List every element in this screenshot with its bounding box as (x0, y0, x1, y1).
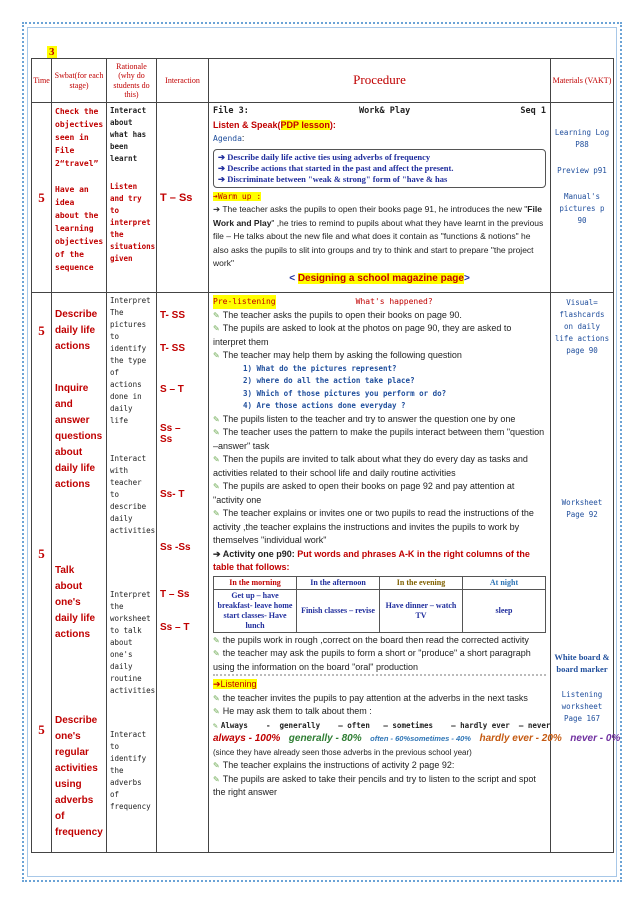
time-of-day-table (213, 576, 546, 633)
material-item: Listening worksheet Page 167 (561, 690, 603, 723)
material-item: Learning Log P88 (554, 128, 610, 149)
bullet-icon: ✎ (213, 635, 220, 645)
freq-label: never - 0% (570, 733, 621, 744)
pdp-lesson-badge: PDP lesson (280, 119, 330, 130)
whats-happened-label: What's happened? (355, 297, 433, 306)
interaction-item: T- SS (160, 310, 186, 321)
rationale-item: Interact to identify the adverbs of frequency (110, 730, 151, 811)
row-warmup (32, 103, 614, 293)
frequency-scale (213, 732, 621, 746)
procedure-cell: File 3: Work& Play Seq 1 Listen & Speak(PDP lesson): Agenda: ➔ Describe daily life active ties using adverbs of frequency ➔ Describe actions that started in the past and affect the present. ➔ Discriminate between "weak & strong" form of "have & has ➔Warm up : ➔ The teacher asks the pupils to open their books page 91, he introduces the new "File Work and Play" ,he tries to remind to pupils about what they have learnt in the previous file – He talks about the new file and what does it contain as "functions & notions" he also asks the pupils to slit into groups and try to think and start to prepare "the project work" < Designing a school magazine page> (209, 103, 551, 293)
table-header: In the afternoon (297, 576, 380, 589)
row-main (32, 293, 614, 853)
lesson-plan-table (31, 58, 621, 853)
interaction-item: Ss – T (160, 622, 190, 633)
bullet-icon: ✎ (213, 310, 220, 320)
rationale-item: Interpret the worksheet to talk about one's daily routine activities (110, 590, 156, 695)
header-swbat: Swbat(for each stage) (52, 59, 107, 103)
objective-item: Describe daily life actions (55, 309, 98, 352)
interaction-item: T- SS (160, 343, 186, 354)
procedure-step: ✎ the teacher may ask the pupils to form a short or "produce" a short paragraph using the information on the board "oral" production (213, 647, 546, 676)
bullet-icon: ✎ (213, 720, 218, 730)
bullet-icon: ✎ (213, 761, 220, 770)
procedure-step: ✎ The teacher explains or invites one or two pupils to read the instructions of the activity ,the teacher explains the instructions and invites the pupils to work by themselves "individual work" (213, 508, 534, 545)
bullet-icon: ✎ (213, 774, 220, 784)
table-header: In the morning (214, 576, 297, 589)
agenda-item: ➔ Discriminate between "weak & strong" form of "have & has (218, 173, 448, 184)
adverbs-line: ✎ Always - generally – often – sometimes – hardly ever – never (213, 720, 551, 730)
interaction-item: Ss -Ss (160, 542, 191, 553)
objective-item: Talk about one's daily life actions (55, 565, 96, 640)
time-value: 5 (38, 323, 45, 338)
warmup-label: ➔Warm up : (213, 191, 262, 201)
materials-cell (551, 293, 614, 853)
agenda-item: ➔ Describe actions that started in the past and affect the present. (218, 162, 454, 173)
material-item: Worksheet Page 92 (561, 498, 603, 519)
bullet-icon: ✎ (213, 414, 220, 424)
freq-label: hardly ever - 20% (479, 733, 562, 744)
objective-cell (52, 293, 107, 853)
rationale-item: Interpret The pictures to identify the type of actions done in daily life (110, 296, 151, 425)
table-cell: Get up – have breakfast- leave home start classes- Have lunch (214, 589, 297, 632)
time-value: 5 (38, 546, 45, 561)
time-cell: 5 (32, 103, 52, 293)
bullet-icon: ✎ (213, 351, 220, 360)
procedure-step: ✎ Then the pupils are invited to talk about what they do every day as tasks and activities related to their school life and daily routine activities (213, 454, 528, 478)
prelistening-label: Pre-listening (213, 295, 276, 309)
header-interaction: Interaction (157, 59, 209, 103)
agenda-box (213, 149, 546, 188)
interaction-item: S – T (160, 384, 184, 395)
header-materials: Materials (VAKT) (551, 59, 614, 103)
bullet-icon: ✎ (213, 693, 220, 703)
materials-cell (551, 103, 614, 293)
agenda-item: ➔ Describe daily life active ties using adverbs of frequency (218, 151, 431, 162)
question-item: 3) Which of those pictures you perform or do? (243, 388, 447, 398)
interaction-item: Ss – Ss (160, 423, 181, 445)
rationale-text: Interact about what has been learnt (110, 106, 147, 163)
procedure-step: ✎ The teacher may help them by asking the following question (213, 350, 462, 360)
material-item: Visual= flashcards on daily life actions page 90 (554, 298, 610, 355)
file-label: File 3: (213, 106, 249, 116)
since-note: (since they have already seen those adverbs in the previous school year) (213, 747, 472, 757)
procedure-step: ✎ The pupils are asked to open their books on page 92 and pay attention at "activity one (213, 481, 515, 505)
procedure-step: ✎ The pupils are asked to take their pencils and try to listen to the script and spot the right answer (213, 773, 536, 797)
bullet-icon: ✎ (213, 482, 220, 491)
lesson-type: Listen & Speak(PDP lesson): (213, 119, 336, 130)
bullet-icon: ✎ (213, 455, 220, 464)
time-value: 5 (38, 722, 45, 737)
procedure-step: ✎ the teacher invites the pupils to pay attention at the adverbs in the next tasks (213, 692, 528, 703)
question-item: 2) where do all the action take place? (243, 376, 415, 385)
interaction-item: T – Ss (160, 589, 190, 600)
procedure-step: ✎ The teacher explains the instructions of activity 2 page 92: (213, 760, 455, 770)
bullet-icon: ✎ (213, 649, 220, 658)
table-cell: Finish classes – revise (297, 589, 380, 632)
interaction-cell (157, 293, 209, 853)
bullet-icon: ✎ (213, 428, 220, 437)
interaction-cell: T – Ss (157, 103, 209, 293)
bullet-icon: ✎ (213, 509, 220, 518)
freq-label: generally - 80% (288, 733, 362, 744)
procedure-step: ✎ the pupils work in rough ,correct on the board then read the corrected activity (213, 634, 529, 645)
freq-label: always - 100% (213, 733, 281, 744)
warmup-text: ➔ The teacher asks the pupils to open their books page 91, he introduces the new "File Work and Play" ,he tries to remind to pupils about what they have learnt in the previous file – He talks about the new file and what does it contain as "functions & notions" he also asks the pupils to slit into groups and try to think and start to prepare "the project work" (213, 204, 544, 268)
project-title: < Designing a school magazine page> (289, 272, 470, 284)
header-rationale: Rationale (why do students do this) (107, 59, 157, 103)
interaction-item: Ss- T (160, 489, 185, 500)
file-title: Work& Play (359, 106, 411, 116)
procedure-step: ✎ The teacher asks the pupils to open their books on page 90. (213, 309, 462, 320)
material-item: White board & board marker (554, 652, 610, 674)
header-row (32, 59, 614, 103)
objective-item: Inquire and answer questions about daily life actions (55, 383, 103, 490)
rationale-cell (107, 103, 157, 293)
agenda-label: Agenda (213, 134, 242, 143)
bullet-icon: ✎ (213, 324, 220, 333)
header-time: Time (32, 59, 52, 103)
bullet-icon: ✎ (213, 707, 220, 716)
material-item: Manual's pictures p 90 (559, 192, 605, 225)
table-cell: Have dinner – watch TV (380, 589, 463, 632)
time-cell (32, 293, 52, 853)
procedure-step: ✎ The teacher uses the pattern to make the pupils interact between them "question –answer" task (213, 427, 545, 451)
material-item: Preview p91 (557, 166, 607, 175)
procedure-step: ✎ The pupils are asked to look at the photos on page 90, they are asked to interpret them (213, 323, 512, 347)
rationale-cell (107, 293, 157, 853)
page-number: 3 (49, 46, 55, 58)
table-header: At night (463, 576, 546, 589)
question-item: 4) Are those actions done everyday ? (243, 401, 406, 410)
sequence-label: Seq 1 (520, 106, 546, 116)
activity-heading: ➔ Activity one p90: Put words and phrases A-K in the right columns of the table that follows: (213, 548, 530, 572)
listening-label: ➔Listening (213, 679, 257, 689)
rationale-item: Interact with teacher to describe daily activities (110, 454, 156, 535)
prelistening-header (213, 295, 546, 309)
header-procedure: Procedure (209, 59, 551, 103)
freq-label: often - 60%sometimes - 40% (370, 734, 471, 743)
objective-item: Describe one's regular activities using adverbs of frequency (55, 715, 103, 838)
objective-cell: Check the objectives seen in File 2“travel” Have an idea about the learning objectives of the sequence (52, 103, 107, 293)
file-header (213, 105, 546, 119)
rationale-text-red: Listen and try to interpret the situations given (110, 182, 156, 263)
table-cell: sleep (463, 589, 546, 632)
table-header: In the evening (380, 576, 463, 589)
question-item: 1) What do the pictures represent? (243, 363, 397, 373)
procedure-step: ✎ He may ask them to talk about them : (213, 706, 372, 716)
procedure-step: ✎ The pupils listen to the teacher and try to answer the question one by one (213, 413, 516, 424)
